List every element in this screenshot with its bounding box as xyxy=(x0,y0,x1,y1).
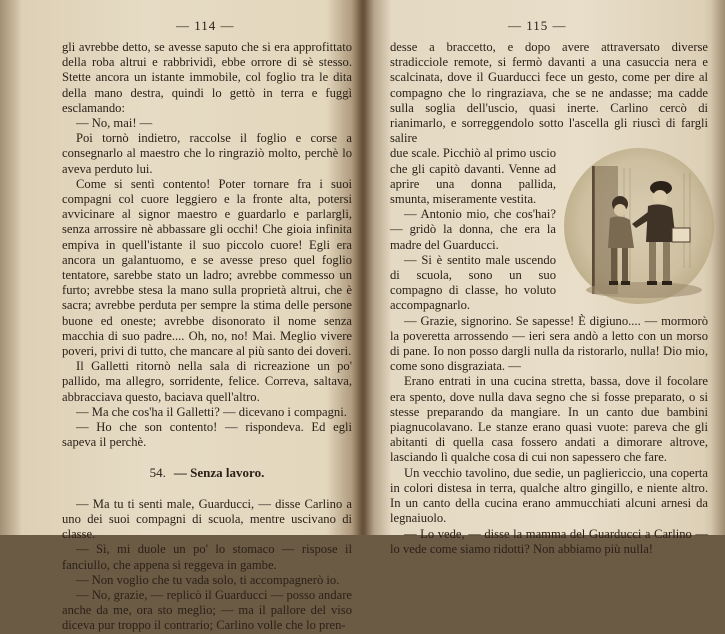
page-number: — 114 — xyxy=(176,18,235,33)
left-page xyxy=(0,0,362,633)
paragraph: Come si sentì contento! Poter tornare fra i suoi compagni col cuore leggiero e la fronte alta, potersi avvicinare al signor maestro e guardarlo e parlargli, senza arrossire nè abbassare gli occhi! Che gioia infinita empiva in quell'istante il suo piccolo cuore! Egli era ancora un galantuomo, e se avesse preso quel foglio tentatore, sarebbe stato un ladro; avrebbe commesso un furto; avrebbe stesa la mano sulla proprietà altrui, che è sacra; avrebbe perduta per sempre la stima delle persone buone ed oneste; avrebbe disonorato il nome senza macchia di suo padre.... Oh, no, no! Mai. Meglio vivere poveri, privi di tutto, che mancare al più santo dei doveri. xyxy=(62,176,352,359)
page-edge-shadow xyxy=(0,0,22,535)
chapter-heading xyxy=(62,465,352,480)
paragraph: due scale. Picchiò al primo uscio che gli capitò davanti. Venne ad aprire una donna pallida, smunta, miseramente vestita. xyxy=(390,146,556,207)
paragraph: — Lo vede, — disse la mamma del Guarducci a Carlino — lo vede come siamo ridotti? Non abbiamo più nulla! xyxy=(390,526,708,556)
paragraph: — Grazie, signorino. Se sapesse! È digiuno.... — mormorò la poveretta arrossendo — ieri sera andò a letto con un morso di pane. Io non posso dargli nulla da ristorarlo, nulla! Dio mio, come sono disgraziata. — xyxy=(390,313,708,374)
paragraph-group xyxy=(62,40,352,450)
right-page xyxy=(366,0,725,556)
paragraph: — Antonio mio, che cos'hai? — gridò la donna, che era la madre del Guarducci. xyxy=(390,207,556,252)
page-text xyxy=(62,40,352,634)
paragraph: desse a braccetto, e dopo avere attraversato diverse stradicciole remote, si fermò davanti a una casuccia nera e scalcinata, dove il Guarducci fece un gesto, come per dire al compagno che lo ringraziava, che se ne andasse; ma cadde sulla soglia dell'uscio, quasi inerte. Carlino cercò di rianimarlo, e sorreggendolo sotto l'ascella gli riuscì di fargli salire xyxy=(390,40,708,146)
paragraph: gli avrebbe detto, se avesse saputo che si era approfittato della roba altrui e rabbrividì, ebbe orrore di sè stesso. Stette ancora un istante immobile, col foglio tra le dita della mano destra, quindi lo gettò in terra e fuggì esclamando: xyxy=(62,40,352,115)
page-edge-shadow xyxy=(711,0,725,535)
paragraph: — Ho che son contento! — rispondeva. Ed egli sapeva il perchè. xyxy=(62,420,352,450)
paragraph: — No, mai! — xyxy=(76,116,153,131)
paragraph: — No, grazie, — replicò il Guarducci — posso andare anche da me, ora sto meglio; — ma il pallore del viso diceva pur troppo il contrario; Carlino volle che lo pren- xyxy=(62,587,352,633)
chapter-number: 54. xyxy=(149,465,166,481)
paragraph: Poi tornò indietro, raccolse il foglio e corse a consegnarlo al maestro che lo ringraziò molto, perchè lo aveva perduto lui. xyxy=(62,131,352,176)
page-text xyxy=(390,40,708,557)
paragraph: — Sì, mi duole un po' lo stomaco — rispose il fanciullo, che appena si reggeva in gambe. xyxy=(62,542,352,572)
paragraph: — Si è sentito male uscendo di scuola, sono un suo compagno di classe, ho voluto accompagnarlo. xyxy=(390,252,556,313)
paragraph: Il Galletti ritornò nella sala di ricreazione un po' pallido, ma allegro, sorridente, felice. Correva, saltava, abbracciava questo, baciava quell'altro. xyxy=(62,359,352,404)
chapter-title: — Senza lavoro. xyxy=(173,465,265,481)
paragraph-group xyxy=(390,40,708,146)
paragraph: Erano entrati in una cucina stretta, bassa, dove il focolare era spento, dove nulla dava segno che si fosse preparato, o si stesse preparando da mangiare. In un canto due bambini piagnucolavano. Le stanze erano quasi vuote: pareva che gli abitanti di quella casa fossero andati a dimorare altrove, lasciando lì qualche cosa di cui non sapessero che fare. xyxy=(390,374,708,465)
paragraph: — Ma tu ti senti male, Guarducci, — disse Carlino a uno dei suoi compagni di scuola, mentre uscivano di classe. xyxy=(62,496,352,542)
paragraph: — Non voglio che tu vada solo, ti accompagnerò io. xyxy=(76,572,340,587)
illustration-two-boys-at-door-icon xyxy=(564,148,714,304)
book-gutter xyxy=(352,0,374,535)
paragraph-group xyxy=(62,497,352,634)
paragraph: Un vecchio tavolino, due sedie, un pagliericcio, una coperta in colori distesa in terra, qualche altro gingillo, e niente altro. In un canto della cucina erano ammucchiati alcuni arnesi da legnaiuolo. xyxy=(390,465,708,526)
paragraph: — Ma che cos'ha il Galletti? — dicevano i compagni. xyxy=(76,404,347,419)
page-number: — 115 — xyxy=(508,18,567,33)
